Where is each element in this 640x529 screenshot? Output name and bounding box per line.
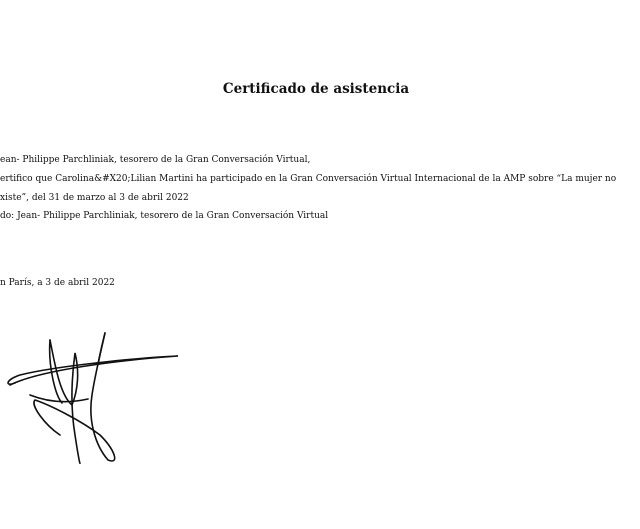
certification-line: ertifico que Carolina&#X20;Lilian Martini ha participado en la Gran Conversación Virtual Internacional de la AMP sobre “La mujer no [0, 174, 617, 184]
place-date-line: n París, a 3 de abril 2022 [0, 278, 115, 288]
certification-line-continued: xiste”, del 31 de marzo al 3 de abril 2022 [0, 193, 189, 203]
certificate-title: Certificado de asistencia [222, 81, 410, 97]
signed-by-line: do: Jean- Philippe Parchliniak, tesorero de la Gran Conversación Virtual [0, 211, 329, 221]
intro-line: ean- Philippe Parchliniak, tesorero de la Gran Conversación Virtual, [0, 155, 311, 165]
handwritten-signature [0, 325, 190, 475]
